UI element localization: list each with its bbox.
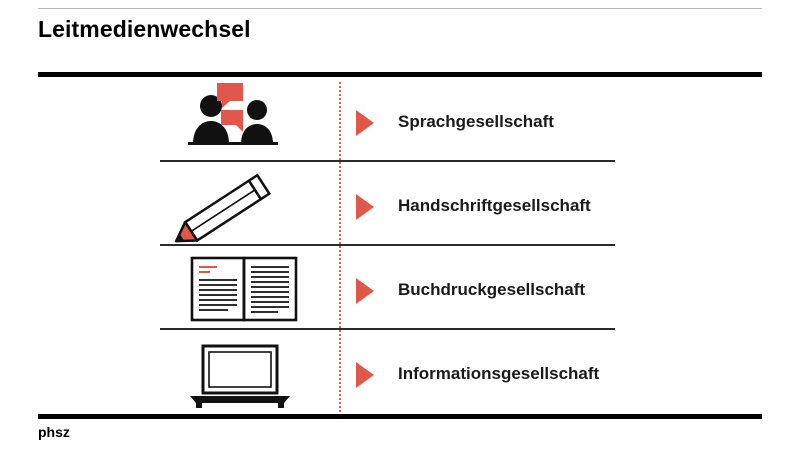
- header-rule: [38, 72, 762, 77]
- page-title: Leitmedienwechsel: [38, 16, 251, 42]
- list-item-label: Informationsgesellschaft: [398, 364, 600, 383]
- right-arrow-icon: [356, 194, 376, 220]
- list-item: [160, 248, 615, 332]
- title-top-divider: [38, 8, 762, 9]
- footer-rule: [38, 414, 762, 419]
- row-divider: [160, 328, 615, 330]
- list-item: [160, 332, 615, 416]
- row-divider: [160, 160, 615, 162]
- right-arrow-icon: [356, 362, 376, 388]
- list-item: [160, 80, 615, 164]
- footer-logo: phsz: [38, 424, 70, 440]
- right-arrow-icon: [356, 278, 376, 304]
- row-divider: [160, 244, 615, 246]
- speech-bubbles-people-icon: [160, 80, 340, 164]
- open-book-icon: [160, 248, 340, 332]
- diagram-rows: [0, 80, 800, 414]
- pencil-icon: [160, 164, 340, 248]
- list-item: [160, 164, 615, 248]
- list-item-label: Buchdruckgesellschaft: [398, 280, 586, 299]
- laptop-icon: [160, 332, 340, 416]
- right-arrow-icon: [356, 110, 376, 136]
- list-item-label: Sprachgesellschaft: [398, 112, 554, 131]
- list-item-label: Handschriftgesellschaft: [398, 196, 591, 215]
